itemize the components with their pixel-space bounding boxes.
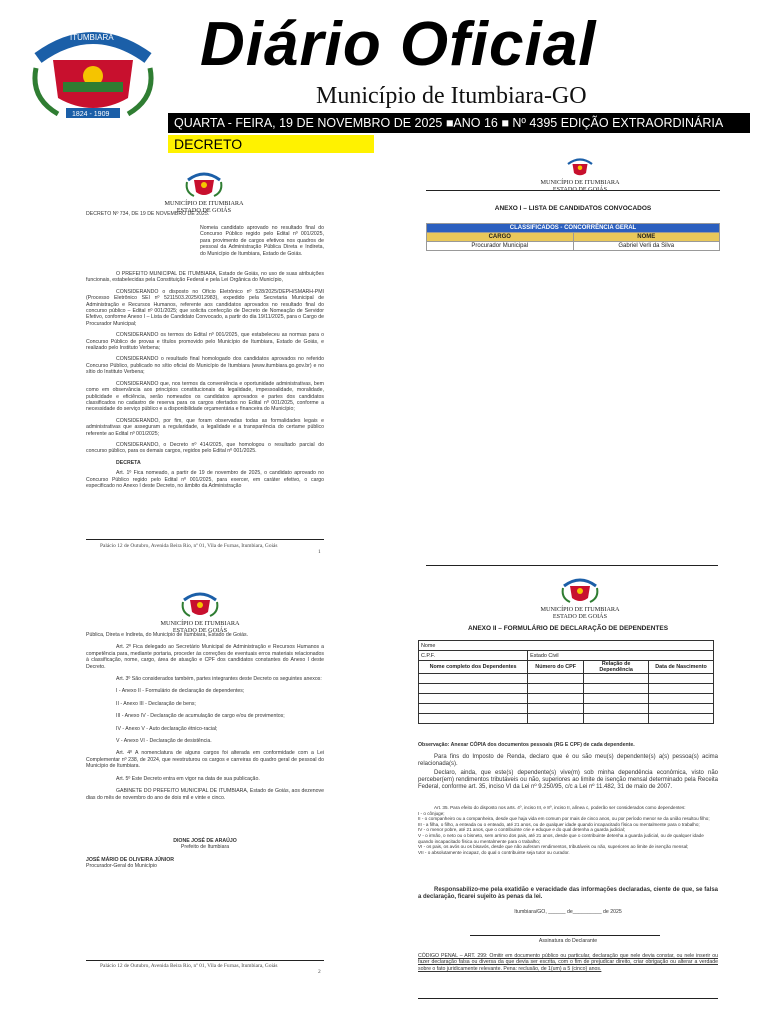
table-row[interactable] xyxy=(419,704,714,714)
municipal-seal-icon xyxy=(560,155,600,179)
responsibility-statement: Responsabilizo-me pela exatidão e veracidade das informações declaradas, ciente de que, se falsa a declaração, ficarei sujeito às penas da lei. xyxy=(418,887,718,900)
municipal-seal-icon xyxy=(184,168,224,200)
page2-footer: Palácio 12 de Outubro, Avenida Beira Rio, nº 01, Vila de Furnas, Itumbiara, Goiás xyxy=(100,963,278,969)
art35-list xyxy=(418,805,718,855)
table-row[interactable] xyxy=(419,674,714,684)
observacao: Observação: Anexar CÓPIA dos documentos pessoais (RG E CPF) de cada dependente. xyxy=(418,742,635,748)
col-dependent-name: Nome completo dos Dependentes xyxy=(419,661,528,674)
logo-text-top: ITUMBIARA xyxy=(70,33,114,42)
paragraph: Art. 4º A nomenclatura de alguns cargos foi alterada em conformidade com a Lei Complementar nº 238, de 2024, que reestruturou os cargos e carreiras do quadro geral de pessoal do Município de Itumbiara. xyxy=(86,750,324,770)
divider xyxy=(426,565,718,566)
page1-body xyxy=(86,271,324,489)
field-cpf[interactable]: C.P.F. xyxy=(419,651,528,661)
cell-nome: Gabriel Verli da Silva xyxy=(573,242,720,251)
cell-cargo: Procurador Municipal xyxy=(427,242,574,251)
col-nome: NOME xyxy=(573,233,720,242)
dependents-form xyxy=(418,640,714,724)
list-item: Art. 35. Para efeito do disposto nos arts. 4º, inciso III, e 8º, inciso II, alínea c, poderão ser considerados como dependentes: xyxy=(434,805,686,810)
list-item: VI - os pais, os avós ou os bisavós, desde que não auferam rendimentos, tributáveis ou não, superiores ao limite de isenção mensal; xyxy=(418,844,689,850)
paragraph: CONSIDERANDO os termos do Edital nº 001/2025, que estabeleceu as normas para o Concurso Público de provas e títulos promovido pelo Município de Itumbiara, Estado de Goiás, e realizado pelo Instituto Verbena; xyxy=(86,332,324,352)
annex2-header xyxy=(520,574,640,620)
list-item: V - Anexo VI - Declaração de desistência. xyxy=(116,738,212,745)
list-item: V - o irmão, o neto ou o bisneto, sem arrimo dos pais, até 21 anos, desde que o contribuinte detenha a guarda judicial, ou de qualquer idade quando incapacitado física ou mentalmente para o trabalho; xyxy=(418,832,704,844)
date-line: Itumbiara/GO, ______ de__________ de 2025 xyxy=(514,909,622,915)
paragraph: Art. 2º Fica delegado ao Secretário Municipal de Administração e Recursos Humanos a competência para, mediante portaria, proceder às correções de eventuais erros materiais relacionados à classificação, nome, cargo, área de atuação e CPF dos candidatos constantes do Anexo I deste Decreto. xyxy=(86,644,324,670)
signer-role: Procurador-Geral do Município xyxy=(86,863,157,870)
annex1-header xyxy=(520,155,640,193)
paragraph: CONSIDERANDO, por fim, que foram observadas todas as formalidades legais e administrativas que asseguram a regularidade, a legalidade e a transparência do certame público referente ao Edital nº 001/2025; xyxy=(86,417,324,437)
decree-ementa: Nomeia candidato aprovado no resultado final do Concurso Público regido pelo Edital nº 001/2025, para provimento de cargos efetivos nos quadros de pessoal da Administração Pública Direta e Indireta, do Município de Itumbiara, Estado de Goiás. xyxy=(200,225,324,257)
codigo-penal-notice: CÓDIGO PENAL – ART. 299: Omitir em documento público ou particular, declaração que nele devia constar, ou nele inserir ou fazer declaração falsa ou diversa da que devia ser escrita, com o fim de prejudicar direito, criar obrigação ou alterar a verdade sobre o fato juridicamente relevante. Pena: reclusão, de 1(um) a 5 (cinco) anos. xyxy=(418,953,718,972)
municipality-line2: ESTADO DE GOIÁS xyxy=(552,186,608,193)
edition-bar: QUARTA - FEIRA, 19 DE NOVEMBRO DE 2025 ■ANO 16 ■ Nº 4395 EDIÇÃO EXTRAORDINÁRIA xyxy=(168,113,750,133)
municipal-seal-icon xyxy=(180,588,220,620)
paragraph: CONSIDERANDO o resultado final homologado dos candidatos aprovados no referido Concurso Público, publicado no sítio oficial do Município de Itumbiara (www.itumbiara.go.gov.br) e no sítio do Instituto Verbena; xyxy=(86,356,324,376)
field-estado-civil[interactable]: Estado Civil xyxy=(528,651,714,661)
annex2-title: ANEXO II – FORMULÁRIO DE DECLARAÇÃO DE DEPENDENTES xyxy=(467,625,669,632)
closing-paragraph: GABINETE DO PREFEITO MUNICIPAL DE ITUMBIARA, Estado de Goiás, aos dezenove dias do mês de novembro do ano de dois mil e vinte e cinco. xyxy=(86,788,324,801)
table-row[interactable] xyxy=(419,684,714,694)
declaration-1: Para fins do Imposto de Renda, declaro que é ou são meu(s) dependente(s) a(s) pessoa(s) acima relacionada(s). xyxy=(418,754,718,767)
divider xyxy=(86,960,324,961)
paragraph: CONSIDERANDO, o Decreto nº 414/2025, que homologou o resultado parcial do concurso público, para os demais cargos, regidos pelo Edital nº 001/2025. xyxy=(86,441,324,455)
municipal-seal-icon xyxy=(560,574,600,606)
list-item: III - a filha, o filho, a enteada ou o enteado, até 21 anos, ou de qualquer idade quando incapacitado física ou mentalmente para o trabalho; xyxy=(418,821,700,827)
paragraph: Pública, Direta e Indireta, do Município de Itumbiara, Estado de Goiás. xyxy=(86,632,249,638)
signer-role: Prefeito de Itumbiara xyxy=(180,844,230,851)
signature-line xyxy=(470,935,660,936)
list-item: I - o cônjuge; xyxy=(418,810,445,816)
municipality-line1: MUNICÍPIO DE ITUMBIARA xyxy=(540,179,620,186)
page1-footer: Palácio 12 de Outubro, Avenida Beira Rio, nº 01, Vila de Furnas, Itumbiara, Goiás xyxy=(100,543,278,549)
municipality-line1: MUNICÍPIO DE ITUMBIARA xyxy=(164,200,244,207)
municipality-line2: ESTADO DE GOIÁS xyxy=(552,613,608,620)
municipality-line2: ESTADO DE GOIÁS xyxy=(176,207,232,214)
annex1-title: ANEXO I – LISTA DE CANDIDATOS CONVOCADOS xyxy=(494,205,652,212)
decree-number: DECRETO Nº 734, DE 19 DE NOVEMBRO DE 2025. xyxy=(86,211,210,217)
signer-name: DIONE JOSÉ DE ARAÚJO xyxy=(173,838,237,844)
signer-name: JOSÉ MÁRIO DE OLIVEIRA JÚNIOR xyxy=(86,857,175,863)
paragraph: Art. 3º São considerados também, partes integrantes deste Decreto os seguintes anexos: xyxy=(116,676,322,683)
list-item: I - Anexo II - Formulário de declaração de dependentes; xyxy=(116,688,245,695)
page1-header xyxy=(84,168,324,214)
list-item: III - Anexo IV - Declaração de acumulação de cargo e/ou de provimentos; xyxy=(116,713,285,720)
municipality-line2: ESTADO DE GOIÁS xyxy=(172,627,228,634)
newspaper-title: Diário Oficial xyxy=(200,10,597,79)
paragraph: Art. 5º Este Decreto entra em vigor na data de sua publicação. xyxy=(116,775,260,782)
city-coat-of-arms-logo xyxy=(28,18,158,128)
paragraph: CONSIDERANDO o disposto no Ofício Eletrônico nº 528/2025/DEPH/SMARH-PMI (Processo Eletrônico SEI nº 5211503.2025/012983), expedido pela Secretaria Municipal de Administração e Recursos Humanos, referente aos candidatos aprovados no resultado final do concurso público – Edital nº 001/2025; que solicita confecção de Decreto de Nomeação de Servidor Efetivo, conforme Anexo I – Lista de Candidato Convocado, a partir do dia 19/11/2025, para o Cargo de Procurador Municipal; xyxy=(86,288,324,327)
field-nome[interactable]: Nome xyxy=(419,641,714,651)
annex1-band: CLASSIFICADOS - CONCORRÊNCIA GERAL xyxy=(427,224,720,233)
col-cpf: Número do CPF xyxy=(528,661,584,674)
col-cargo: CARGO xyxy=(427,233,574,242)
page2-body xyxy=(86,632,324,807)
paragraph: O PREFEITO MUNICIPAL DE ITUMBIARA, Estado de Goiás, no uso de suas atribuições funcionais, estabelecidas pela Constituição Federal e pela Lei Orgânica do Município, xyxy=(86,271,324,284)
signature-procurador xyxy=(86,857,324,870)
list-item: VII - o absolutamente incapaz, do qual o contribuinte seja tutor ou curador. xyxy=(418,849,570,855)
col-relation: Relação de Dependência xyxy=(584,661,649,674)
table-row xyxy=(427,242,720,251)
list-item: IV - o menor pobre, até 21 anos, que o contribuinte crie e eduque e do qual detenha a guarda judicial; xyxy=(418,827,626,833)
page2-number: 2 xyxy=(318,969,321,975)
list-item: IV - Anexo V - Auto declaração étnico-racial; xyxy=(116,725,218,732)
page2-header xyxy=(140,588,260,634)
article-1: Art. 1º Fica nomeado, a partir de 19 de novembro de 2025, o candidato aprovado no Concurso Público regido pelo Edital nº 001/2025, para exercer, em caráter efetivo, o cargo especificado no Anexo I deste Decreto, no âmbito da Administração xyxy=(86,470,324,489)
signature-caption: Assinatura do Declarante xyxy=(538,938,598,944)
list-item: II - o companheiro ou a companheira, desde que haja vida em comum por mais de cinco anos, ou por período menor se da união resultou filho; xyxy=(418,816,710,822)
section-tag: DECRETO xyxy=(168,135,374,153)
paragraph: CONSIDERANDO que, nos termos da conveniência e oportunidade administrativas, bem como em observância aos princípios constitucionais da legalidade, impessoalidade, moralidade, publicidade e eficiência, serão nomeados os candidatos aprovados e partes dos candidatos classificados no cadastro de reserva para os cargos ofertados no Edital nº 001/2025, conforme a necessidade do serviço público e a disponibilidade orçamentária e financeira do Município; xyxy=(86,380,324,413)
logo-text-bottom: 1824 - 1909 xyxy=(72,111,110,118)
annex1-table xyxy=(426,223,720,251)
decreta-heading: DECRETA xyxy=(116,459,141,466)
divider xyxy=(418,998,718,999)
col-birthdate: Data de Nascimento xyxy=(649,661,714,674)
municipality-line1: MUNICÍPIO DE ITUMBIARA xyxy=(160,620,240,627)
municipality-line1: MUNICÍPIO DE ITUMBIARA xyxy=(540,606,620,613)
declaration-2: Declaro, ainda, que este(s) dependente(s) vive(m) sob minha dependência econômica, visto não perceber(em) rendimentos tributáveis ou não, superiores ao limite de isenção mensal determinado pela Receita Federal, conforme art. 35, inciso VI da Lei nº 9.250/95, c/c a Lei nº 11.482, 31 de maio de 2007. xyxy=(418,770,718,790)
page1-number: 1 xyxy=(318,549,321,555)
list-item: II - Anexo III - Declaração de bens; xyxy=(116,700,196,707)
signature-mayor xyxy=(86,838,324,851)
divider xyxy=(86,539,324,540)
newspaper-subtitle: Município de Itumbiara-GO xyxy=(316,83,587,109)
table-row[interactable] xyxy=(419,694,714,704)
table-row[interactable] xyxy=(419,714,714,724)
